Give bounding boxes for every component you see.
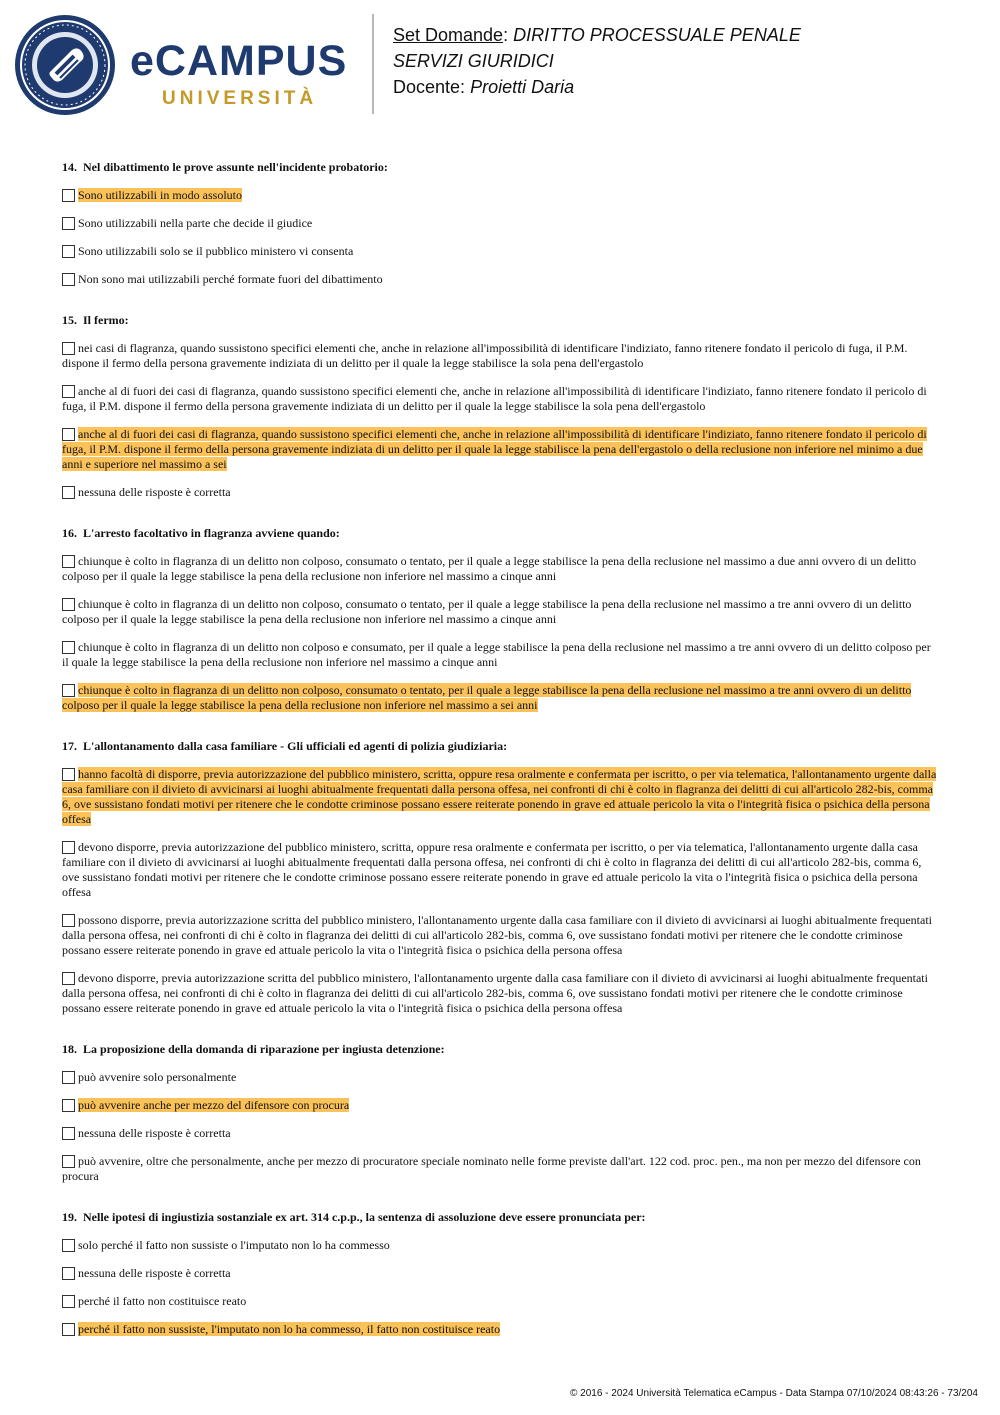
header-divider [372,14,374,114]
answer-text-correct: perché il fatto non sussiste, l'imputato non lo ha commesso, il fatto non costituisce reato [78,1322,501,1336]
answer-text: può avvenire, oltre che personalmente, anche per mezzo di procuratore speciale nominato nelle forme previste dall'art. 122 cod. proc. pen., ma non per mezzo del difensore con procura [62,1154,921,1183]
answer-option [62,767,940,827]
answer-text: devono disporre, previa autorizzazione del pubblico ministero, scritta, oppure resa oralmente e confermata per iscritto, o per via telematica, l'allontanamento urgente dalla casa familiare con il divieto di avvicinarsi ai luoghi abitualmente frequentati dalla persona offesa, nei confronti di chi è colto in flagranza dei delitti di cui all'articolo 282-bis, comma 6, ove sussistano fondati motivi per ritenere che le condotte criminose possano essere reiterate ponendo in grave ed attuale pericolo la vita o l'integrità fisica o psichica della persona offesa [62,840,922,899]
answer-checkbox[interactable] [62,1239,75,1252]
answer-option [62,1294,940,1309]
answer-checkbox[interactable] [62,1127,75,1140]
answer-text: possono disporre, previa autorizzazione scritta del pubblico ministero, l'allontanamento urgente dalla casa familiare con il divieto di avvicinarsi ai luoghi abitualmente frequentati dalla persona offesa, nei confronti di chi è colto in flagranza dei delitti di cui all'articolo 282-bis, comma 6, ove sussistano fondati motivi per ritenere che le condotte criminose possano essere reiterate ponendo in grave ed attuale pericolo la vita o l'integrità fisica o psichica della persona offesa [62,913,932,957]
question [62,526,940,713]
question-text: Nel dibattimento le prove assunte nell'incidente probatorio: [83,160,388,174]
answer-option [62,554,940,584]
question-title [62,1210,940,1225]
question-number: 15. [62,313,77,327]
answer-text: Sono utilizzabili nella parte che decide il giudice [78,216,313,230]
answer-text: può avvenire solo personalmente [78,1070,237,1084]
answer-text-correct: chiunque è colto in flagranza di un delitto non colposo, consumato o tentato, per il quale a legge stabilisce la pena della reclusione nel massimo a tre anni ovvero di un delitto colposo per il quale la legge stabilisce la pena della reclusione non inferiore nel massimo a sei anni [62,683,912,712]
answer-checkbox[interactable] [62,385,75,398]
answer-text: perché il fatto non costituisce reato [78,1294,247,1308]
teacher-line [393,74,801,100]
answer-checkbox[interactable] [62,972,75,985]
course-line [393,48,801,74]
answer-checkbox[interactable] [62,641,75,654]
answer-checkbox[interactable] [62,273,75,286]
answer-checkbox[interactable] [62,914,75,927]
answer-text: solo perché il fatto non sussiste o l'imputato non lo ha commesso [78,1238,390,1252]
answer-option [62,244,940,259]
answer-checkbox[interactable] [62,1071,75,1084]
ecampus-seal-logo [14,14,116,116]
answer-option [62,272,940,287]
answer-text-correct: hanno facoltà di disporre, previa autorizzazione del pubblico ministero, scritta, oppure resa oralmente e confermata per iscritto, o per via telematica, l'allontanamento urgente dalla casa familiare con il divieto di avvicinarsi ai luoghi abitualmente frequentati dalla persona offesa, nei confronti di chi è colto in flagranza dei delitti di cui all'articolo 282-bis, comma 6, ove sussistano fondati motivi per ritenere che le condotte criminose possano essere reiterate ponendo in grave ed attuale pericolo la vita o l'integrità fisica o psichica della persona offesa [62,767,937,826]
question-text: Il fermo: [83,313,129,327]
answer-checkbox[interactable] [62,1267,75,1280]
answer-option [62,840,940,900]
answer-option [62,1098,940,1113]
course-name: SERVIZI GIURIDICI [393,51,554,71]
answer-text: nessuna delle risposte è corretta [78,1266,231,1280]
answer-option [62,971,940,1016]
answer-checkbox[interactable] [62,428,75,441]
answer-checkbox[interactable] [62,1323,75,1336]
answer-checkbox[interactable] [62,684,75,697]
question [62,313,940,500]
question [62,1210,940,1337]
answer-checkbox[interactable] [62,1295,75,1308]
question-title [62,526,940,541]
question [62,739,940,1016]
answer-option [62,597,940,627]
question-number: 16. [62,526,77,540]
answer-checkbox[interactable] [62,189,75,202]
answer-option [62,341,940,371]
answer-text-correct: anche al di fuori dei casi di flagranza, quando sussistono specifici elementi che, anche in relazione all'impossibilità di identificare l'indiziato, fanno ritenere fondato il pericolo di fuga, il P.M. dispone il fermo della persona gravemente indiziata di un delitto per il quale la legge stabilisce la pena dell'ergastolo o della reclusione non inferiore nel minimo a due anni e superiore nel massimo a sei [62,427,927,471]
teacher-label: Docente: [393,77,466,97]
answer-option [62,913,940,958]
question [62,160,940,287]
question [62,1042,940,1184]
answer-text: nessuna delle risposte è corretta [78,1126,231,1140]
answer-checkbox[interactable] [62,217,75,230]
answer-checkbox[interactable] [62,1155,75,1168]
answer-checkbox[interactable] [62,1099,75,1112]
answer-checkbox[interactable] [62,486,75,499]
answer-text: Non sono mai utilizzabili perché formate fuori del dibattimento [78,272,383,286]
question-number: 18. [62,1042,77,1056]
answer-option [62,384,940,414]
answer-option [62,1070,940,1085]
question-title [62,160,940,175]
answer-option [62,188,940,203]
answer-option [62,683,940,713]
question-number: 17. [62,739,77,753]
answer-option [62,1126,940,1141]
page-header [0,0,1000,130]
questions-list [62,160,940,1363]
answer-checkbox[interactable] [62,245,75,258]
answer-option [62,1322,940,1337]
question-text: Nelle ipotesi di ingiustizia sostanziale ex art. 314 c.p.p., la sentenza di assoluzione deve essere pronunciata per: [83,1210,646,1224]
set-value: DIRITTO PROCESSUALE PENALE [513,25,801,45]
question-title [62,313,940,328]
answer-option [62,216,940,231]
answer-option [62,640,940,670]
question-text: La proposizione della domanda di riparazione per ingiusta detenzione: [83,1042,445,1056]
answer-text: chiunque è colto in flagranza di un delitto non colposo e consumato, per il quale a legge stabilisce la pena della reclusione nel massimo a tre anni ovvero di un delitto colposo per il quale la legge stabilisce la pena della reclusione non inferiore nel massimo a cinque anni [62,640,931,669]
answer-option [62,1154,940,1184]
answer-checkbox[interactable] [62,841,75,854]
answer-option [62,485,940,500]
answer-text: chiunque è colto in flagranza di un delitto non colposo, consumato o tentato, per il quale a legge stabilisce la pena della reclusione nel massimo a tre anni ovvero di un delitto colposo per il quale la legge stabilisce la pena della reclusione non inferiore nel massimo a cinque anni [62,597,912,626]
answer-checkbox[interactable] [62,342,75,355]
answer-option [62,427,940,472]
header-info [393,22,801,100]
answer-text: devono disporre, previa autorizzazione scritta del pubblico ministero, l'allontanamento urgente dalla casa familiare con il divieto di avvicinarsi ai luoghi abitualmente frequentati dalla persona offesa, nei confronti di chi è colto in flagranza dei delitti di cui all'articolo 282-bis, comma 6, ove sussistano fondati motivi per ritenere che le condotte criminose possano essere reiterate ponendo in grave ed attuale pericolo la vita o l'integrità fisica o psichica della persona offesa [62,971,928,1015]
answer-option [62,1266,940,1281]
page-footer: © 2016 - 2024 Università Telematica eCampus - Data Stampa 07/10/2024 08:43:26 - 73/204 [570,1388,978,1399]
question-title [62,739,940,754]
answer-checkbox[interactable] [62,768,75,781]
answer-checkbox[interactable] [62,555,75,568]
question-number: 14. [62,160,77,174]
question-text: L'allontanamento dalla casa familiare - Gli ufficiali ed agenti di polizia giudiziaria: [83,739,508,753]
answer-checkbox[interactable] [62,598,75,611]
answer-text: chiunque è colto in flagranza di un delitto non colposo, consumato o tentato, per il quale a legge stabilisce la pena della reclusione nel massimo a due anni ovvero di un delitto colposo per il quale la legge stabilisce la pena della reclusione non inferiore nel massimo a cinque anni [62,554,917,583]
question-number: 19. [62,1210,77,1224]
teacher-name: Proietti Daria [470,77,575,97]
answer-text-correct: può avvenire anche per mezzo del difensore con procura [78,1098,350,1112]
answer-text: Sono utilizzabili solo se il pubblico ministero vi consenta [78,244,354,258]
question-title [62,1042,940,1057]
question-text: L'arresto facoltativo in flagranza avviene quando: [83,526,340,540]
answer-text: anche al di fuori dei casi di flagranza, quando sussistono specifici elementi che, anche in relazione all'impossibilità di identificare l'indiziato, fanno ritenere fondato il pericolo di fuga, il P.M. dispone il fermo della persona gravemente indiziata di un delitto per il quale la legge stabilisce la sola pena dell'ergastolo [62,384,927,413]
answer-text-correct: Sono utilizzabili in modo assoluto [78,188,242,202]
brand-name: eCAMPUS [130,37,348,85]
set-line: Set Domande: DIRITTO PROCESSUALE PENALE [393,25,801,45]
answer-text: nessuna delle risposte è corretta [78,485,231,499]
answer-option [62,1238,940,1253]
set-label: Set Domande [393,25,504,45]
answer-text: nei casi di flagranza, quando sussistono specifici elementi che, anche in relazione all'impossibilità di identificare l'indiziato, fanno ritenere fondato il pericolo di fuga, il P.M. dispone il fermo della persona gravemente indiziata di un delitto per il quale la legge stabilisce la sola pena dell'ergastolo [62,341,908,370]
brand-subtitle: UNIVERSITÀ [162,88,318,109]
